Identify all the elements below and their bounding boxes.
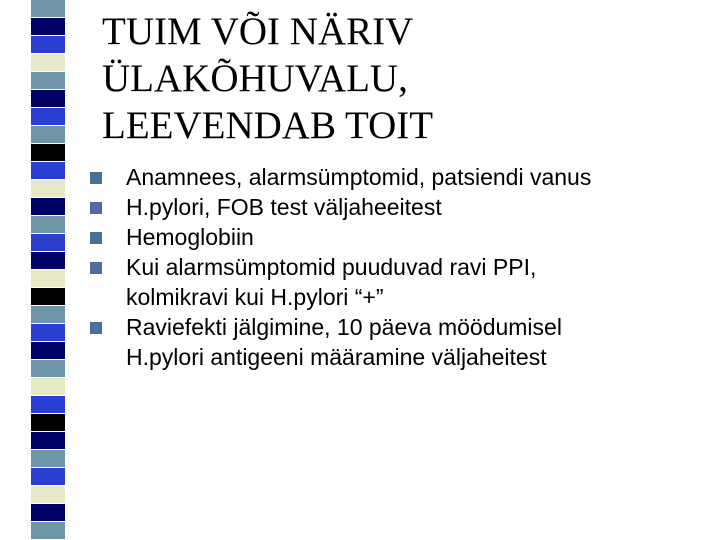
square-bullet-icon — [90, 322, 102, 334]
color-bar-block — [31, 234, 65, 252]
color-bar-block — [31, 396, 65, 414]
bullet-item — [90, 192, 710, 222]
square-bullet-icon — [90, 262, 102, 274]
color-bar-block — [31, 342, 65, 360]
color-bar-block — [31, 486, 65, 504]
color-bar-block — [31, 198, 65, 216]
bullet-text: H.pylori, FOB test väljaheeitest — [126, 194, 442, 220]
color-bar-block — [31, 504, 65, 522]
color-bar-block — [31, 450, 65, 468]
color-bar-block — [31, 72, 65, 90]
color-bar-block — [31, 522, 65, 540]
bullet-item — [90, 312, 710, 372]
square-bullet-icon — [90, 232, 102, 244]
decorative-color-bar — [31, 0, 65, 540]
color-bar-block — [31, 468, 65, 486]
title-line: ÜLAKÕHUVALU, — [102, 57, 408, 100]
bullet-text: Hemoglobiin — [126, 224, 254, 250]
title-line: LEEVENDAB TOIT — [102, 104, 434, 147]
color-bar-block — [31, 414, 65, 432]
square-bullet-icon — [90, 202, 102, 214]
color-bar-block — [31, 36, 65, 54]
slide-title — [102, 8, 702, 149]
color-bar-block — [31, 180, 65, 198]
square-bullet-icon — [90, 172, 102, 184]
bullet-item — [90, 162, 710, 192]
color-bar-block — [31, 0, 65, 18]
color-bar-block — [31, 252, 65, 270]
bullet-item — [90, 252, 710, 312]
bullet-text: kolmikravi kui H.pylori “+” — [126, 284, 384, 310]
color-bar-block — [31, 144, 65, 162]
color-bar-block — [31, 90, 65, 108]
color-bar-block — [31, 288, 65, 306]
bullet-text: Raviefekti jälgimine, 10 päeva möödumisel — [126, 314, 562, 340]
color-bar-block — [31, 18, 65, 36]
color-bar-block — [31, 306, 65, 324]
color-bar-block — [31, 162, 65, 180]
bullet-text: Kui alarmsümptomid puuduvad ravi PPI, — [126, 254, 537, 280]
bullet-item — [90, 222, 710, 252]
title-line: TUIM VÕI NÄRIV — [102, 10, 414, 53]
color-bar-block — [31, 324, 65, 342]
color-bar-block — [31, 360, 65, 378]
bullet-list — [90, 162, 710, 372]
color-bar-block — [31, 270, 65, 288]
color-bar-block — [31, 432, 65, 450]
bullet-text: Anamnees, alarmsümptomid, patsiendi vanus — [126, 164, 592, 190]
color-bar-block — [31, 216, 65, 234]
color-bar-block — [31, 54, 65, 72]
color-bar-block — [31, 108, 65, 126]
color-bar-block — [31, 126, 65, 144]
bullet-text: H.pylori antigeeni määramine väljaheitest — [126, 344, 547, 370]
color-bar-block — [31, 378, 65, 396]
